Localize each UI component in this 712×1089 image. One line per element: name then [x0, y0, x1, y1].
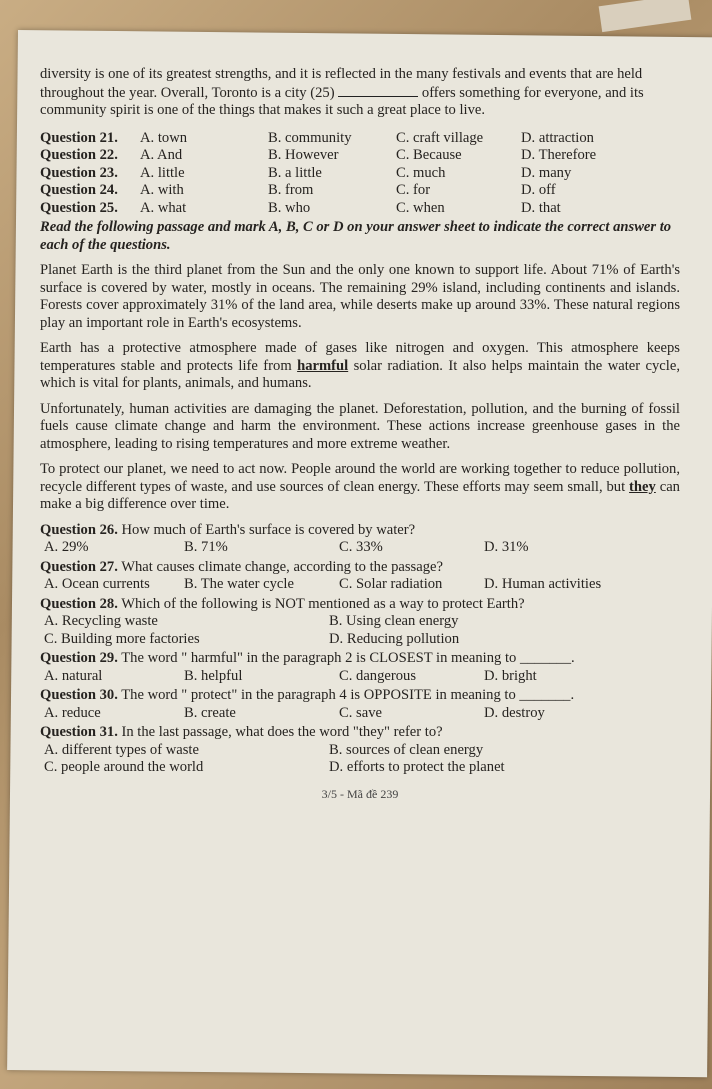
- answer-blank: [338, 84, 418, 97]
- question-30: [40, 687, 680, 722]
- option-c: C. people around the world: [44, 759, 204, 775]
- option-b: B. However: [268, 147, 339, 163]
- reading-paragraph-1: Planet Earth is the third planet from the Sun and the only one known to support life. About 71% of Earth's surface is covered by water, mostly in oceans. The remaining 29% island, including continents and islands. Forests cover approximately 31% of the land area, while deserts make up around 33%. These natural regions play an important role in Earth's ecosystems.: [40, 262, 680, 331]
- option-d: D. efforts to protect the planet: [329, 759, 505, 775]
- option-a: A. what: [140, 199, 187, 216]
- question-27: [40, 559, 680, 594]
- question-label: Question 25.: [40, 199, 118, 216]
- question-text: In the last passage, what does the word "they" refer to?: [121, 724, 443, 740]
- options-row-1: [40, 613, 680, 631]
- question-row-25: [40, 200, 680, 218]
- question-stem: [40, 687, 680, 705]
- paragraph-text: To protect our planet, we need to act now. People around the world are working together to reduce pollution, recycle different types of waste, and use sources of clean energy. These efforts may seem small, but: [40, 461, 680, 495]
- question-text: Which of the following is NOT mentioned as a way to protect Earth?: [121, 595, 525, 612]
- option-c: C. Building more factories: [44, 630, 200, 647]
- option-c: C. 33%: [339, 539, 383, 555]
- question-text: The word " harmful" in the paragraph 2 is CLOSEST in meaning to _______.: [121, 650, 575, 666]
- question-stem: [40, 650, 680, 668]
- reading-paragraph-4: [40, 461, 680, 514]
- question-label: Question 24.: [40, 182, 118, 198]
- option-d: D. off: [521, 182, 556, 198]
- paragraph-text: solar radiation. It also helps maintain the water cycle, which is vital for plants, animals, and humans.: [40, 357, 680, 391]
- question-number: Question 26.: [40, 521, 118, 538]
- question-stem: [40, 724, 680, 742]
- option-d: D. Reducing pollution: [329, 630, 460, 647]
- option-b: B. from: [268, 182, 314, 198]
- option-c: C. much: [396, 164, 446, 181]
- comprehension-question-list: [40, 522, 680, 777]
- question-row-21: [40, 130, 680, 148]
- option-b: B. who: [268, 199, 311, 216]
- option-c: C. dangerous: [339, 667, 417, 684]
- question-text: How much of Earth's surface is covered by water?: [121, 521, 416, 538]
- question-29: [40, 650, 680, 685]
- options-row-1: [40, 742, 680, 760]
- option-c: C. Solar radiation: [339, 576, 443, 592]
- reading-paragraph-3: Unfortunately, human activities are damaging the planet. Deforestation, pollution, and the burning of fossil fuels cause climate change and harm the environment. These actions increase greenhouse gases in the atmosphere, leading to rising temperatures and more extreme weather.: [40, 400, 680, 452]
- option-c: C. Because: [396, 147, 462, 163]
- option-b: B. 71%: [184, 539, 228, 555]
- option-a: A. different types of waste: [44, 741, 199, 758]
- option-a: A. town: [140, 129, 188, 146]
- question-row-22: [40, 147, 680, 165]
- question-label: Question 23.: [40, 164, 118, 181]
- question-number: Question 31.: [40, 724, 118, 740]
- option-d: D. many: [521, 164, 572, 181]
- options: [40, 539, 680, 557]
- question-stem: [40, 559, 680, 577]
- page-footer: 3/5 - Mã đề 239: [321, 786, 399, 801]
- question-row-23: [40, 165, 680, 183]
- option-d: D. 31%: [484, 539, 529, 555]
- options-row-2: [40, 759, 680, 777]
- question-stem: [40, 596, 680, 614]
- question-31: [40, 724, 680, 777]
- options: [40, 576, 680, 594]
- option-a: A. Ocean currents: [44, 576, 150, 592]
- question-label: Question 21.: [40, 129, 118, 146]
- option-c: C. craft village: [396, 129, 484, 146]
- question-number: Question 30.: [40, 687, 118, 703]
- option-b: B. a little: [268, 164, 322, 181]
- question-number: Question 27.: [40, 558, 118, 575]
- option-a: A. And: [140, 147, 183, 163]
- option-a: A. Recycling waste: [44, 613, 158, 629]
- option-a: A. with: [140, 182, 184, 198]
- options-row-2: [40, 631, 680, 649]
- option-a: A. reduce: [44, 704, 101, 721]
- passage-text-after: offers something for everyone, and its community spirit is one of the things that makes it such a great place to live.: [40, 84, 644, 118]
- question-stem: [40, 522, 680, 540]
- option-b: B. sources of clean energy: [329, 741, 484, 758]
- passage-ending: [40, 66, 680, 120]
- option-d: D. attraction: [521, 129, 594, 146]
- reading-instruction: Read the following passage and mark A, B, C or D on your answer sheet to indicate the correct answer to each of the questions.: [40, 219, 672, 253]
- option-a: A. 29%: [44, 539, 89, 555]
- option-b: B. helpful: [184, 667, 243, 684]
- option-d: D. destroy: [484, 704, 545, 721]
- cloze-question-list: [40, 130, 680, 218]
- option-d: D. Therefore: [521, 147, 597, 163]
- passage-text-before: diversity is one of its greatest strengths, and it is reflected in the many festivals and events that are held throughout the year. Overall, Toronto is a city (25): [40, 66, 643, 101]
- question-text: What causes climate change, according to the passage?: [121, 558, 443, 575]
- options: [40, 668, 680, 686]
- options: [40, 705, 680, 723]
- question-label: Question 22.: [40, 147, 118, 163]
- question-number: Question 29.: [40, 650, 118, 666]
- option-b: B. The water cycle: [184, 576, 294, 592]
- option-b: B. community: [268, 129, 352, 146]
- underlined-word-harmful: harmful: [297, 357, 349, 374]
- underlined-word-they: they: [629, 478, 656, 495]
- option-d: D. Human activities: [484, 576, 602, 592]
- option-c: C. when: [396, 199, 445, 216]
- question-28: [40, 596, 680, 649]
- option-c: C. save: [339, 704, 382, 721]
- option-b: B. create: [184, 704, 236, 721]
- paragraph-text: Earth has a protective atmosphere made of gases like nitrogen and oxygen. This atmosphere keeps temperatures stable and protects life from: [40, 340, 680, 374]
- option-d: D. bright: [484, 667, 537, 684]
- option-a: A. natural: [44, 667, 103, 684]
- paragraph-text: can make a big difference over time.: [40, 478, 680, 512]
- reading-paragraph-2: [40, 340, 680, 393]
- question-number: Question 28.: [40, 595, 118, 612]
- option-a: A. little: [140, 164, 185, 181]
- question-26: [40, 522, 680, 557]
- question-text: The word " protect" in the paragraph 4 is OPPOSITE in meaning to _______.: [121, 687, 575, 703]
- option-b: B. Using clean energy: [329, 613, 459, 629]
- option-c: C. for: [396, 182, 431, 198]
- question-row-24: [40, 182, 680, 200]
- option-d: D. that: [521, 199, 561, 216]
- page-content: [40, 66, 680, 801]
